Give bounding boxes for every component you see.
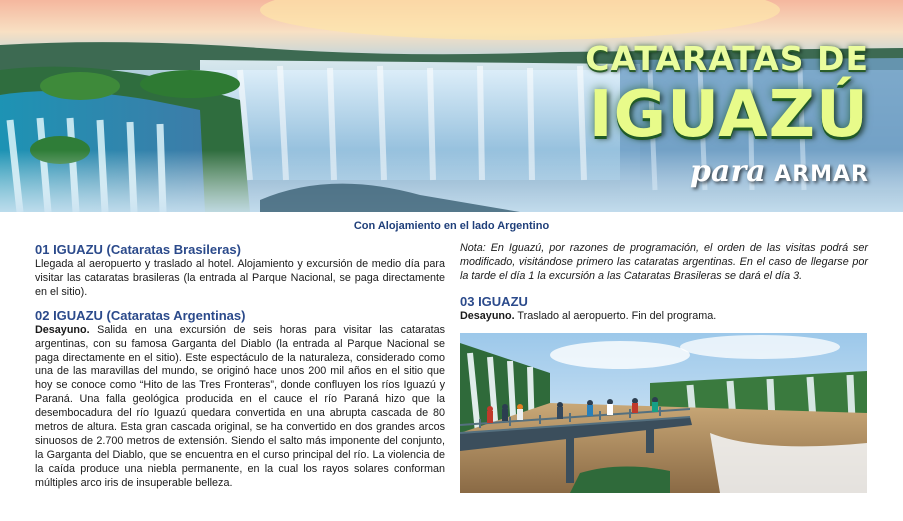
day-3-section: [460, 294, 868, 324]
day-3-lead: Desayuno.: [460, 309, 515, 322]
title-script-word: para: [690, 154, 766, 189]
hero-banner: [0, 0, 903, 212]
day-2-lead: Desayuno.: [35, 323, 90, 336]
day-2-section: [35, 308, 445, 491]
day-1-section: [35, 242, 445, 300]
day-3-paragraph: [460, 310, 868, 324]
note-section: [460, 242, 868, 284]
title-line-1: CATARATAS DE: [585, 39, 869, 78]
day-2-text: Salida en una excursión de seis horas para visitar las cataratas argentinas, con su famosa Garganta del Diablo (la entrada al Parque Nacional se paga directamente en el sitio). Este espectáculo de la naturaleza, considerado como una de las maravillas del mundo, se originó hace unos 200 mil años en el sitio que hoy se conoce como “Hito de las Tres Fronteras”, donde confluyen los ríos Iguazú y Paraná. Una falla geológica producida en el cauce el río Paraná hizo que la desembocadura del río Iguazú quedara convertida en una abrupta cascada de 80 metros de altura. Esta gran cascada original, se ha convertido en dos grandes arcos sinuosos de 2.700 metros de extensión. Siendo el salto más imponente del conjunto, la Garganta del Diablo, que se encuentra en el curso principal del río. La violencia de la caída produce una niebla permanente, en la cual los rayos solares conforman múltiples arco iris de insuperable belleza.: [35, 323, 445, 489]
walkway-photo: [460, 333, 867, 493]
day-2-heading: 02 IGUAZU (Cataratas Argentinas): [35, 307, 246, 323]
day-1-text: Llegada al aeropuerto y traslado al hotel. Alojamiento y excursión de medio día para visitar las cataratas brasileras (la entrada al Parque Nacional, se paga directamente en el sitio).: [35, 258, 445, 298]
note-text: Nota: En Iguazú, por razones de programación, el orden de las visitas podrá ser modificado, visitándose primero las cataratas argentinas. En el caso de llegarse por la tarde el día 1 la excursión a las Cataratas Brasileras se dará el día 3.: [460, 242, 868, 282]
title-caps-word: ARMAR: [774, 162, 869, 187]
title-line-2: IGUAZÚ: [588, 78, 869, 152]
page-subtitle: Con Alojamiento en el lado Argentino: [353, 220, 550, 232]
day-3-heading: 03 IGUAZU: [460, 293, 528, 309]
day-2-paragraph: [35, 324, 445, 491]
hero-title: [569, 40, 869, 189]
day-3-text: Traslado al aeropuerto. Fin del programa.: [514, 309, 717, 322]
title-line-3: [569, 154, 869, 189]
day-1-heading: 01 IGUAZU (Cataratas Brasileras): [35, 242, 241, 257]
left-column: [35, 242, 445, 491]
right-column: [460, 242, 868, 324]
